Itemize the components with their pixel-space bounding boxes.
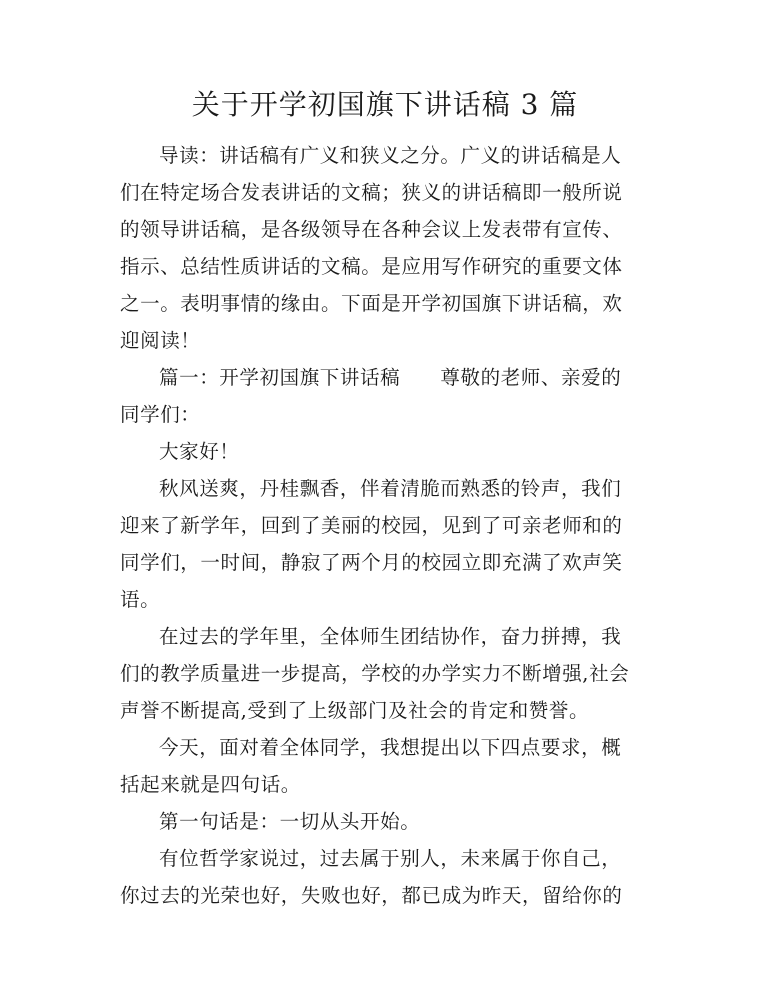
text-line: 们在特定场合发表讲话的文稿；狭义的讲话稿即一般所说 xyxy=(120,181,623,204)
text-line: 导读：讲话稿有广义和狭义之分。广义的讲话稿是人 xyxy=(159,144,622,167)
text-line: 们的教学质量进一步提高，学校的办学实力不断增强,社会 xyxy=(120,662,630,685)
text-line: 大家好！ xyxy=(159,440,240,463)
text-line: 篇一：开学初国旗下讲话稿 尊敬的老师、亲爱的 xyxy=(159,366,622,389)
text-line: 同学们： xyxy=(120,403,201,426)
text-line: 指示、总结性质讲话的文稿。是应用写作研究的重要文体 xyxy=(120,255,623,278)
text-line: 秋风送爽，丹桂飘香，伴着清脆而熟悉的铃声，我们 xyxy=(159,477,622,500)
text-line: 今天，面对着全体同学，我想提出以下四点要求，概 xyxy=(159,736,622,759)
text-line: 的领导讲话稿，是各级领导在各种会议上发表带有宣传、 xyxy=(120,218,623,241)
text-line: 括起来就是四句话。 xyxy=(120,773,301,796)
text-line: 第一句话是：一切从头开始。 xyxy=(159,810,421,833)
text-line: 迎阅读！ xyxy=(120,329,201,352)
text-line: 在过去的学年里，全体师生团结协作，奋力拼搏，我 xyxy=(159,625,622,648)
text-line: 有位哲学家说过，过去属于别人，未来属于你自己， xyxy=(159,847,622,870)
text-line: 你过去的光荣也好，失败也好，都已成为昨天，留给你的 xyxy=(120,884,623,907)
text-line: 语。 xyxy=(120,588,161,611)
text-line: 迎来了新学年，回到了美丽的校园，见到了可亲老师和的 xyxy=(120,514,623,537)
document-title: 关于开学初国旗下讲话稿 3 篇 xyxy=(191,88,579,121)
text-line: 之一。表明事情的缘由。下面是开学初国旗下讲话稿，欢 xyxy=(120,292,623,315)
text-line: 声誉不断提高,受到了上级部门及社会的肯定和赞誉。 xyxy=(120,699,590,722)
text-line: 同学们，一时间，静寂了两个月的校园立即充满了欢声笑 xyxy=(120,551,623,574)
